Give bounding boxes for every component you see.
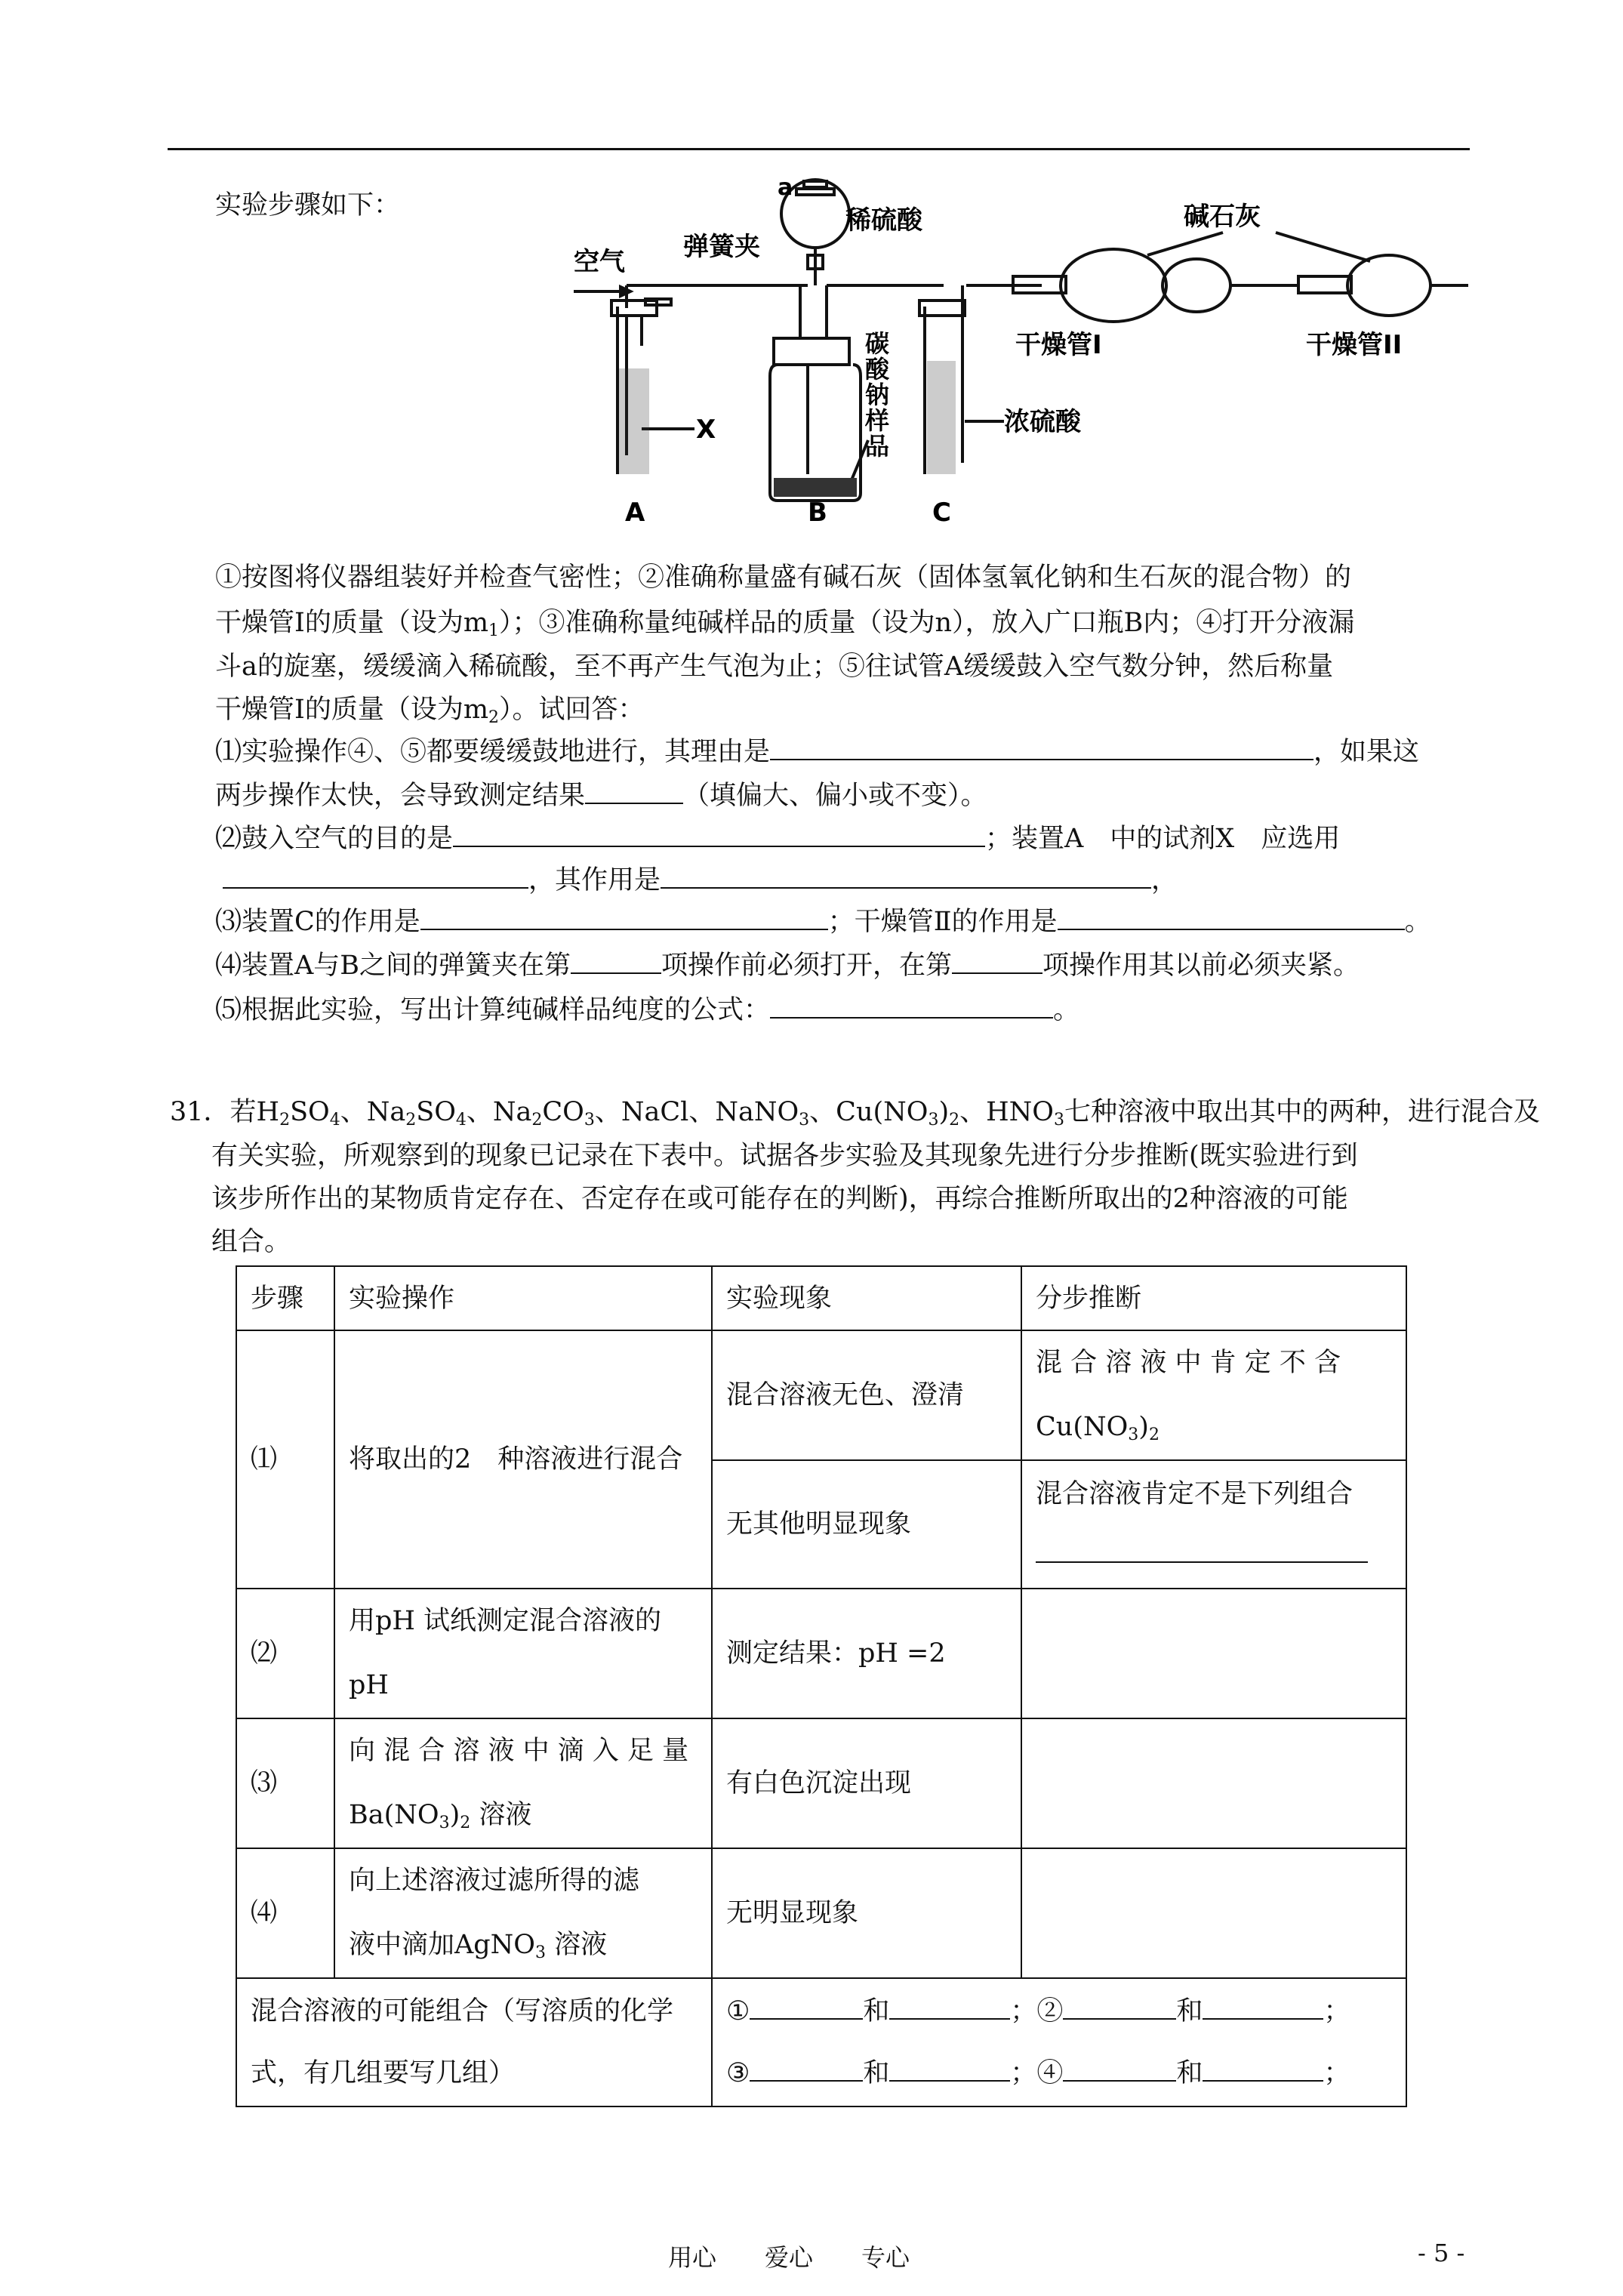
question-4: ⑷装置A与B之间的弹簧夹在第 项操作前必须打开，在第 项操作用其以前必须夹紧。: [215, 951, 1360, 981]
header-cell: 步骤: [236, 1266, 334, 1330]
answer-blank[interactable]: [661, 864, 1151, 889]
final-label-cell: 混合溶液的可能组合（写溶质的化学式，有几组要写几组）: [236, 1978, 712, 2106]
final-answer-cell: [712, 1978, 1406, 2106]
step-cell: ⑷: [236, 1848, 334, 1978]
label-soda-lime: 碱石灰: [1184, 202, 1261, 232]
footer-motto: 用心 爱心 专心: [668, 2243, 910, 2272]
apparatus-diagram: [551, 172, 1480, 527]
inference-cell: [1021, 1589, 1406, 1718]
inference-cell: 混合溶液肯定不是下列组合: [1021, 1460, 1406, 1589]
step-cell: ⑴: [236, 1330, 334, 1589]
question-1: ⑴实验操作④、⑤都要缓缓鼓地进行，其理由是 ，如果这: [215, 737, 1420, 767]
answer-blank[interactable]: [750, 2057, 863, 2082]
table-row: [236, 1848, 1406, 1978]
question-3: ⑶装置C的作用是 ；干燥管Ⅱ的作用是 。: [215, 907, 1431, 937]
answer-blank[interactable]: [770, 736, 1313, 760]
page-number: - 5 -: [1418, 2239, 1465, 2267]
table-row: [236, 1589, 1406, 1718]
label-spring-clip: 弹簧夹: [683, 232, 760, 262]
table-row: [236, 1330, 1406, 1460]
answer-line-1: ① 和 ；② 和 ；: [726, 1996, 1350, 2026]
answer-blank[interactable]: [585, 780, 683, 804]
observation-cell: 测定结果：pH =2: [712, 1589, 1021, 1718]
inference-cell: 混 合 溶 液 中 肯 定 不 含 $Cu(NO_3)_2$: [1021, 1330, 1406, 1460]
steps-line-2: 干燥管Ⅰ的质量（设为$m_1$）；③准确称量纯碱样品的质量（设为n），放入广口瓶B内；④打开分液漏: [215, 608, 1355, 640]
label-dilute-acid: 稀硫酸: [845, 205, 922, 236]
label-air: 空气: [574, 247, 625, 277]
label-drying-tube-1: 干燥管I: [1015, 330, 1102, 360]
observation-cell: 有白色沉淀出现: [712, 1718, 1021, 1848]
answer-blank[interactable]: [750, 1996, 863, 2020]
answer-blank[interactable]: [952, 950, 1042, 974]
header-rule: [168, 148, 1470, 150]
question-2-cont: ，其作用是 ，: [223, 864, 1178, 895]
inference-cell: [1021, 1718, 1406, 1848]
answer-blank[interactable]: [420, 906, 828, 930]
answer-blank[interactable]: [571, 950, 661, 974]
step-cell: ⑵: [236, 1589, 334, 1718]
answer-blank[interactable]: [889, 1996, 1010, 2020]
problem-31-line-1: 31．若$H_2SO_4$、$Na_2SO_4$、$Na_2CO_3$、NaCl、NaNO$_3$、$Cu(NO_3)_2$、$HNO_3$七种溶液中取出其中的两种，进行混合及: [170, 1097, 1540, 1130]
heading: 实验步骤如下：: [215, 190, 401, 220]
operation-cell: 用pH 试纸测定混合溶液的pH: [334, 1589, 712, 1718]
label-conc-acid: 浓硫酸: [1004, 407, 1081, 437]
answer-blank[interactable]: [1203, 1996, 1323, 2020]
question-2: ⑵鼓入空气的目的是 ；装置A 中的试剂X 应选用: [215, 824, 1341, 854]
table-header-row: [236, 1266, 1406, 1330]
steps-line-3: 斗a的旋塞，缓缓滴入稀硫酸，至不再产生气泡为止；⑤往试管A缓缓鼓入空气数分钟，然后称量: [215, 652, 1334, 682]
answer-blank[interactable]: [1063, 1996, 1176, 2020]
label-B: B: [808, 498, 827, 527]
answer-blank[interactable]: [770, 994, 1053, 1019]
answer-blank[interactable]: [1203, 2057, 1323, 2082]
label-drying-tube-2: 干燥管II: [1306, 330, 1403, 360]
question-1-cont: 两步操作太快，会导致测定结果 （填偏大、偏小或不变）。: [215, 781, 987, 811]
inference-cell: [1021, 1848, 1406, 1978]
question-5: ⑸根据此实验，写出计算纯碱样品纯度的公式： 。: [215, 995, 1080, 1025]
label-a: a: [778, 174, 793, 201]
table-row: [236, 1718, 1406, 1848]
operation-cell: 将取出的2 种溶液进行混合: [334, 1330, 712, 1589]
experiment-table: [236, 1265, 1407, 2107]
label-sample: 碳酸钠样品: [861, 331, 890, 459]
answer-blank[interactable]: [889, 2057, 1010, 2082]
answer-blank[interactable]: [1063, 2057, 1176, 2082]
observation-cell: 无其他明显现象: [712, 1460, 1021, 1589]
operation-cell: 向 混 合 溶 液 中 滴 入 足 量 $Ba(NO_3)_2$ 溶液: [334, 1718, 712, 1848]
problem-31-line-4: 组合。: [211, 1227, 291, 1257]
answer-blank[interactable]: [223, 864, 528, 889]
problem-31-line-2: 有关实验，所观察到的现象已记录在下表中。试据各步实验及其现象先进行分步推断(既实验进行到: [211, 1141, 1358, 1171]
problem-31-line-3: 该步所作出的某物质肯定存在、否定存在或可能存在的判断)，再综合推断所取出的2种溶液的可能: [211, 1184, 1348, 1214]
header-cell: 实验操作: [334, 1266, 712, 1330]
answer-blank[interactable]: [453, 823, 985, 847]
answer-blank[interactable]: [1058, 906, 1405, 930]
label-A: A: [625, 498, 645, 527]
label-C: C: [932, 498, 951, 527]
operation-cell: 向上述溶液过滤所得的滤 液中滴加AgNO$_3$ 溶液: [334, 1848, 712, 1978]
answer-line-2: ③ 和 ；④ 和 ；: [726, 2058, 1350, 2088]
observation-cell: 混合溶液无色、澄清: [712, 1330, 1021, 1460]
answer-blank[interactable]: [1036, 1539, 1368, 1563]
table-final-row: [236, 1978, 1406, 2106]
header-cell: 实验现象: [712, 1266, 1021, 1330]
steps-line-4: 干燥管Ⅰ的质量（设为$m_2$）。试回答：: [215, 695, 645, 727]
header-cell: 分步推断: [1021, 1266, 1406, 1330]
steps-line-1: ①按图将仪器组装好并检查气密性；②准确称量盛有碱石灰（固体氢氧化钠和生石灰的混合物）的: [215, 562, 1352, 593]
observation-cell: 无明显现象: [712, 1848, 1021, 1978]
label-x: X: [696, 415, 716, 445]
step-cell: ⑶: [236, 1718, 334, 1848]
